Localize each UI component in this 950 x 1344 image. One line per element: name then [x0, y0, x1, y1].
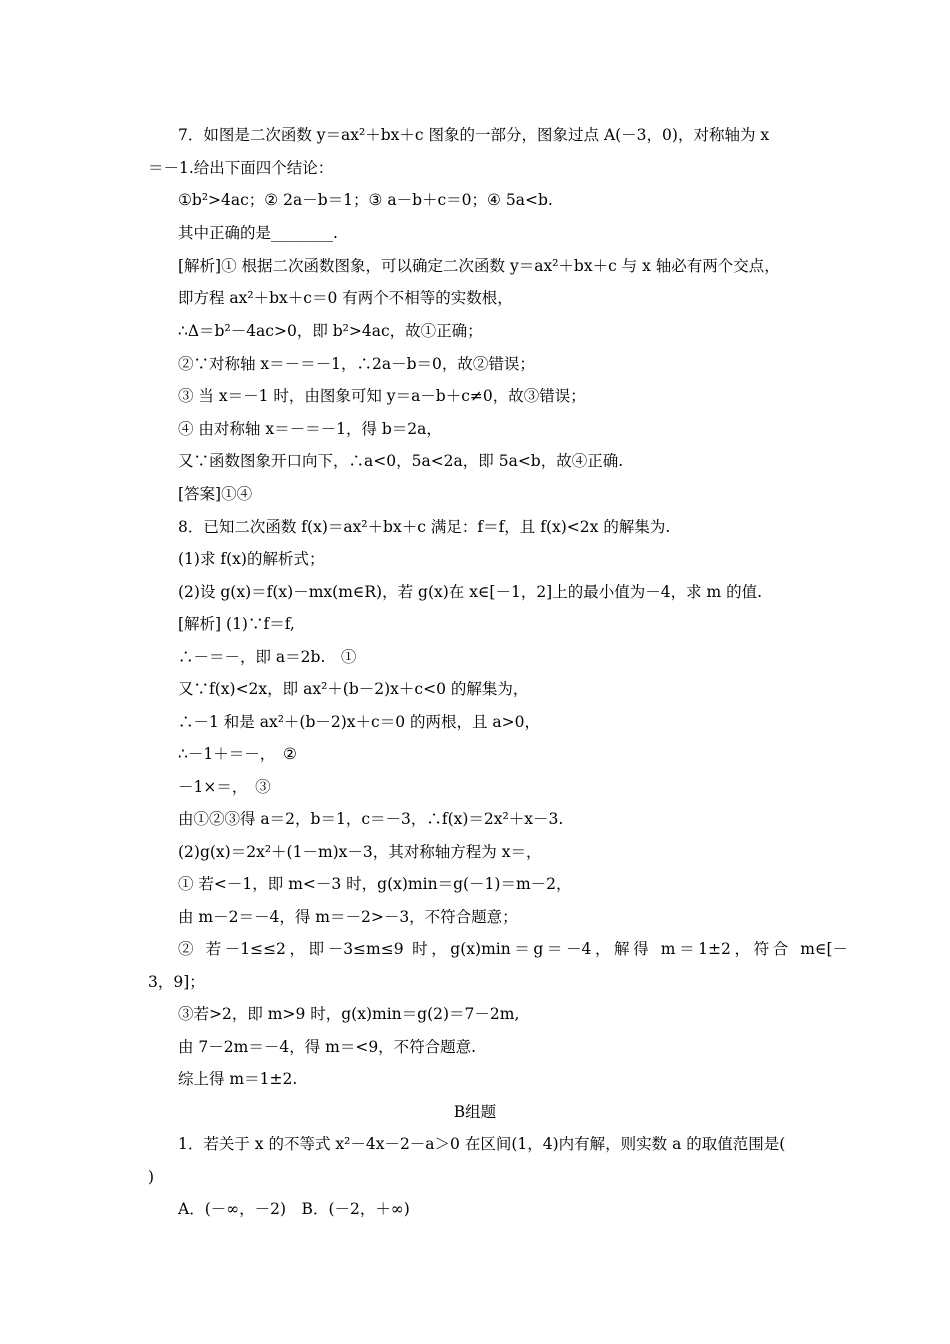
text-line: ∴Δ＝b²－4ac>0，即 b²>4ac，故①正确；: [178, 322, 483, 340]
answer-options: A．(－∞，－2) B．(－2，＋∞): [178, 1200, 410, 1218]
text-line: ): [148, 1168, 155, 1186]
text-line: 由 m－2＝－4，得 m＝－2>－3，不符合题意；: [178, 908, 518, 926]
text-line: 综上得 m＝1±2.: [178, 1070, 298, 1088]
text-line: 其中正确的是________.: [178, 224, 338, 242]
text-line: ③若>2，即 m>9 时，g(x)min＝g(2)＝7－2m,: [178, 1005, 520, 1023]
text-line: ①b²>4ac；② 2a－b＝1；③ a－b＋c＝0；④ 5a<b.: [178, 191, 553, 209]
text-line: (2)设 g(x)＝f(x)－mx(m∈R)，若 g(x)在 x∈[－1，2]上的最小值为－4，求 m 的值.: [178, 583, 763, 601]
text-line: [解析]① 根据二次函数图象，可以确定二次函数 y＝ax²＋bx＋c 与 x 轴必有两个交点，: [178, 257, 780, 275]
text-line: ④ 由对称轴 x＝－＝－1，得 b＝2a，: [178, 420, 442, 438]
text-line: ① 若<－1，即 m<－3 时，g(x)min＝g(－1)＝m－2，: [178, 875, 572, 893]
text-line: 1．若关于 x 的不等式 x²－4x－2－a＞0 在区间(1，4)内有解，则实数 a 的取值范围是(: [178, 1135, 786, 1153]
text-line: 即方程 ax²＋bx＋c＝0 有两个不相等的实数根，: [178, 289, 513, 307]
text-line: ∴－1 和是 ax²＋(b－2)x＋c＝0 的两根，且 a>0，: [178, 713, 541, 731]
text-line: 8．已知二次函数 f(x)＝ax²＋bx＋c 满足：f＝f，且 f(x)<2x 的解集为.: [178, 518, 671, 536]
text-line: [答案]①④: [178, 485, 253, 503]
text-line: ③ 当 x＝－1 时，由图象可知 y＝a－b＋c≠0，故③错误；: [178, 387, 586, 405]
text-line: 由 7－2m＝－4，得 m＝<9，不符合题意.: [178, 1038, 477, 1056]
text-line: ∴－1＋＝－， ②: [178, 745, 297, 763]
text-line: 又∵函数图象开口向下，∴a<0，5a<2a，即 5a<b，故④正确.: [178, 452, 624, 470]
text-line: ∴－＝－，即 a＝2b. ①: [178, 648, 357, 666]
text-line: (1)求 f(x)的解析式；: [178, 550, 325, 568]
text-line: 由①②③得 a＝2，b＝1，c＝－3，∴f(x)＝2x²＋x－3.: [178, 810, 564, 828]
text-line: (2)g(x)＝2x²＋(1－m)x－3，其对称轴方程为 x＝，: [178, 843, 542, 861]
text-line: ②∵对称轴 x＝－＝－1，∴2a－b＝0，故②错误；: [178, 355, 535, 373]
text-line: [解析] (1)∵f＝f,: [178, 615, 295, 633]
section-heading: B组题: [453, 1103, 497, 1121]
text-line: 又∵f(x)<2x，即 ax²＋(b－2)x＋c<0 的解集为，: [178, 680, 529, 698]
text-line: 7．如图是二次函数 y＝ax²＋bx＋c 图象的一部分，图象过点 A(－3，0)，对称轴为 x: [178, 126, 770, 144]
text-line: ＝－1.给出下面四个结论：: [148, 159, 334, 177]
text-line: 3，9]；: [148, 973, 205, 991]
text-line: ② 若－1≤≤2，即－3≤m≤9 时，g(x)min＝g＝－4，解得 m＝1±2，符合 m∈[－: [178, 940, 848, 958]
text-line: －1×＝， ③: [178, 778, 271, 796]
